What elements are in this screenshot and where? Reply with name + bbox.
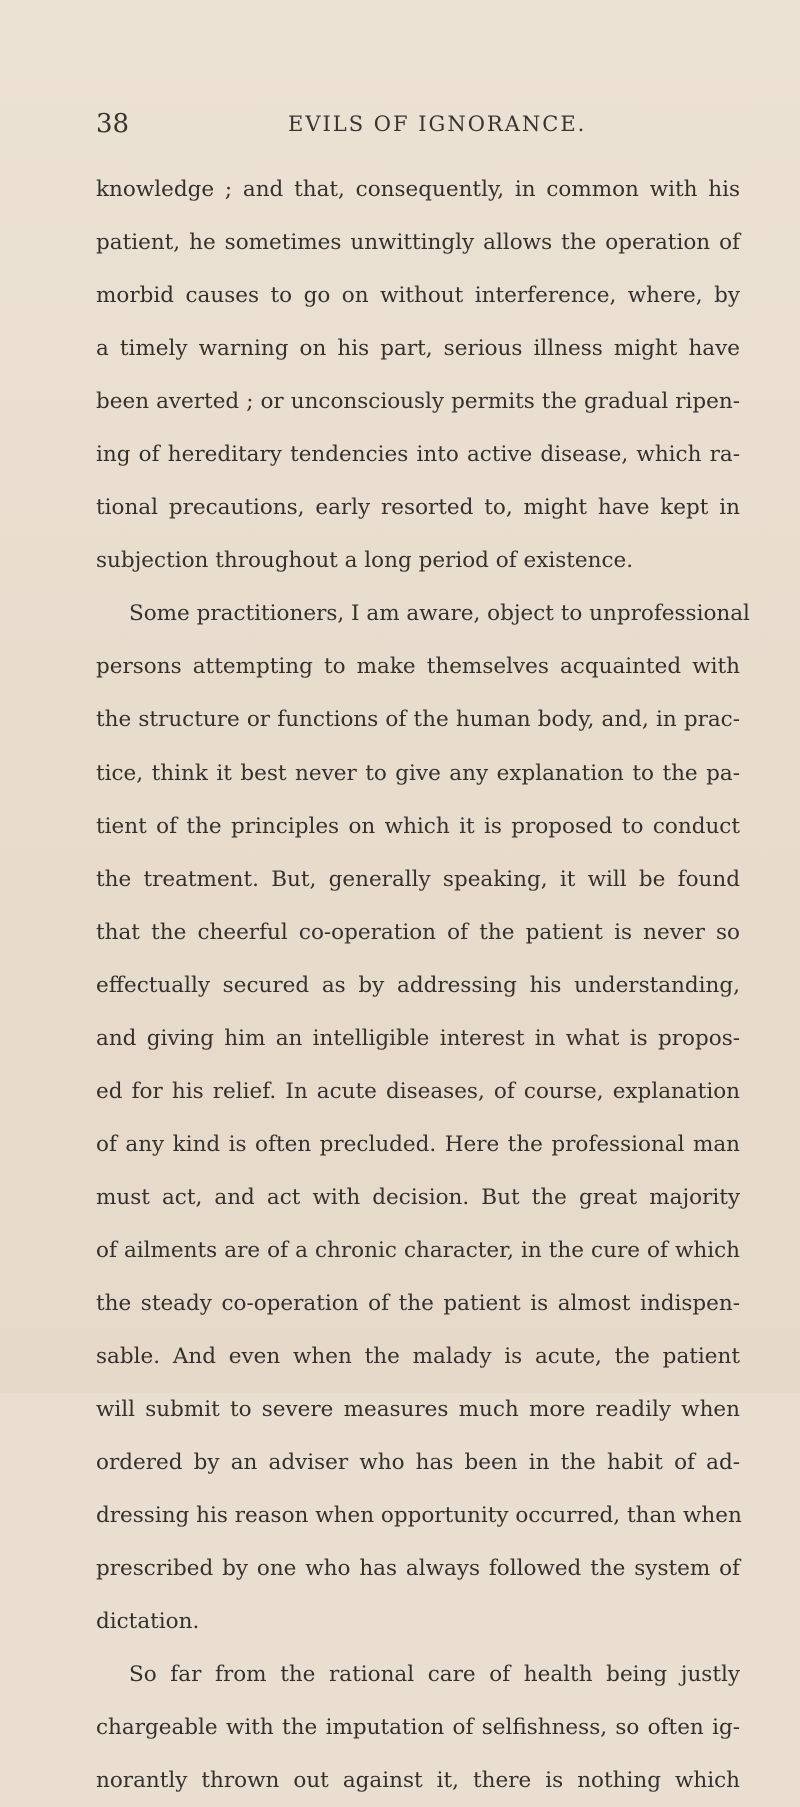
text-line: tional precautions, early resorted to, might have kept in (96, 495, 740, 521)
text-line: sable. And even when the malady is acute, the patient (96, 1344, 740, 1370)
text-line: the treatment. But, generally speaking, it will be found (96, 866, 740, 892)
text-line: Some practitioners, I am aware, object to unprofessional (129, 601, 750, 627)
text-line: prescribed by one who has always followed the system of (96, 1556, 740, 1582)
text-line: that the cheerful co-operation of the patient is never so (96, 919, 740, 945)
text-line: dictation. (96, 1609, 200, 1635)
text-line: and giving him an intelligible interest in what is propos- (96, 1025, 740, 1051)
body-text (96, 163, 750, 1807)
text-line: effectually secured as by addressing his understanding, (96, 972, 740, 998)
text-line: persons attempting to make themselves acquainted with (96, 654, 740, 680)
page-header (96, 104, 736, 144)
text-line: must act, and act with decision. But the great majority (96, 1184, 740, 1210)
text-line: subjection throughout a long period of existence. (96, 548, 634, 574)
paragraph-3 (96, 1648, 740, 1807)
running-head: EVILS OF IGNORANCE. (288, 112, 587, 136)
text-line: ing of hereditary tendencies into active disease, which ra- (96, 442, 740, 468)
text-line: the structure or functions of the human body, and, in prac- (96, 707, 740, 733)
page-number: 38 (96, 109, 130, 139)
text-line: morbid causes to go on without interference, where, by (96, 283, 740, 309)
text-line: dressing his reason when opportunity occurred, than when (96, 1503, 742, 1529)
text-line: of ailments are of a chronic character, in the cure of which (96, 1237, 740, 1263)
text-line: a timely warning on his part, serious illness might have (96, 336, 740, 362)
text-line: chargeable with the imputation of selfishness, so often ig- (96, 1715, 740, 1741)
text-line: norantly thrown out against it, there is nothing which (96, 1768, 740, 1794)
text-line: So far from the rational care of health being justly (129, 1662, 740, 1688)
text-line: will submit to severe measures much more readily when (96, 1397, 740, 1423)
paragraph-2 (96, 587, 750, 1648)
paragraph-1 (96, 163, 740, 587)
text-line: been averted ; or unconsciously permits the gradual ripen- (96, 389, 740, 415)
text-line: ed for his relief. In acute diseases, of course, explanation (96, 1078, 740, 1104)
text-line: ordered by an adviser who has been in the habit of ad- (96, 1450, 740, 1476)
text-line: tient of the principles on which it is proposed to conduct (96, 813, 740, 839)
text-line: knowledge ; and that, consequently, in common with his (96, 177, 740, 202)
text-line: tice, think it best never to give any explanation to the pa- (96, 760, 740, 786)
text-line: patient, he sometimes unwittingly allows the operation of (96, 230, 740, 256)
text-line: of any kind is often precluded. Here the professional man (96, 1131, 740, 1157)
text-line: the steady co-operation of the patient is almost indispen- (96, 1290, 740, 1316)
